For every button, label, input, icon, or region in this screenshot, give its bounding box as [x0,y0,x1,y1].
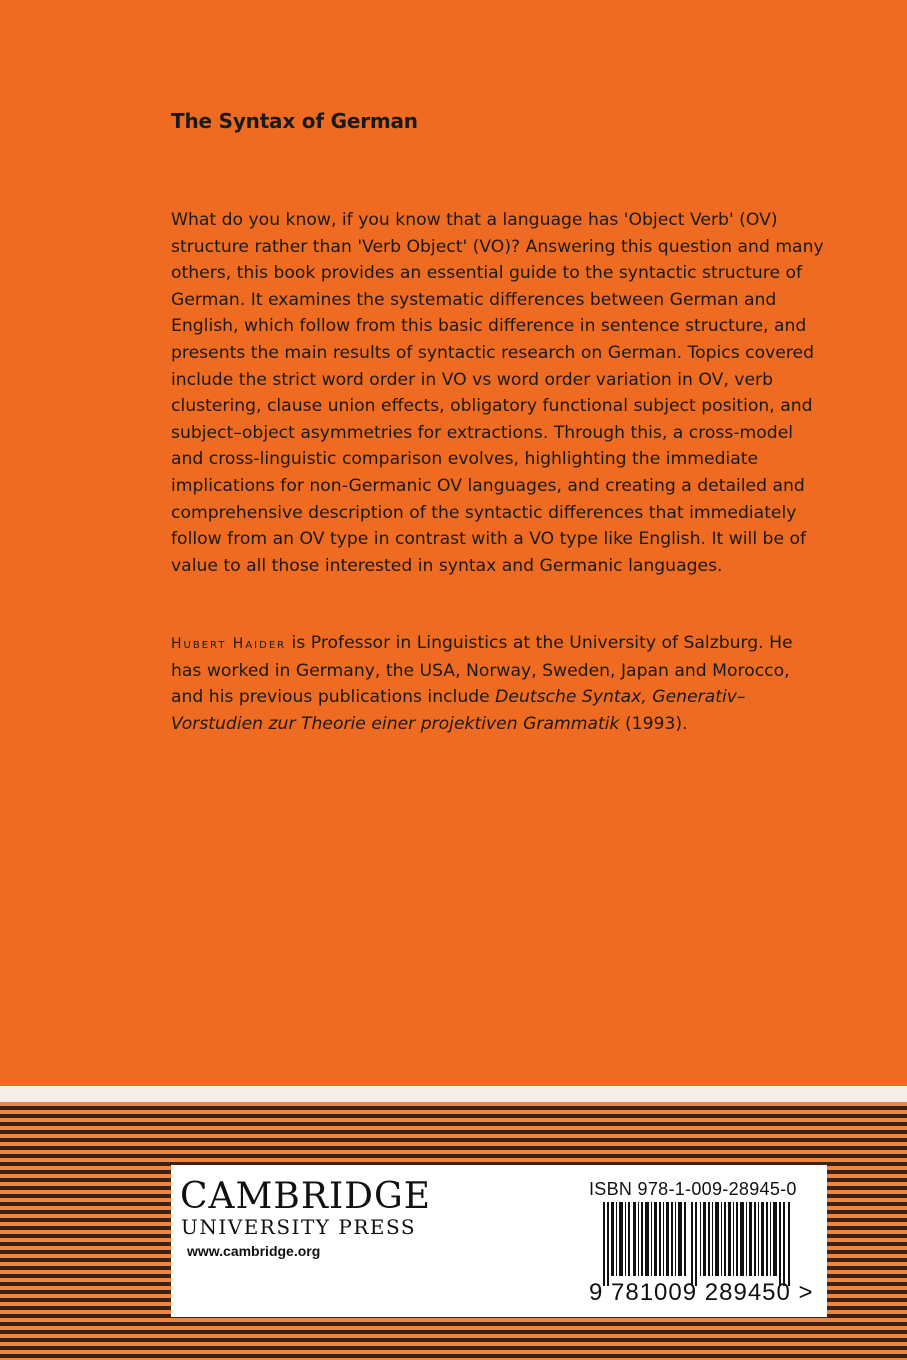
author-previous-year: (1993). [619,713,688,734]
author-bio-text: is Professor in Linguistics at the University of Salzburg. He has worked in Germany, the USA, Norway, Sweden, Japan and Morocco, and his previous publications include [171,633,793,708]
publisher-url: www.cambridge.org [187,1243,321,1259]
author-bio [171,630,826,737]
author-name: Hubert Haider [171,636,287,652]
divider-band [0,1086,907,1102]
book-blurb: What do you know, if you know that a language has 'Object Verb' (OV) structure rather than 'Verb Object' (VO)? Answering this question and many others, this book provides an essential guide to the syntactic structure of German. It examines the systematic differences between German and English, which follow from this basic difference in sentence structure, and presents the main results of syntactic research on German. Topics covered include the strict word order in VO vs word order variation in OV, verb clustering, clause union effects, obligatory functional subject position, and subject–object asymmetries for extractions. Through this, a cross-model and cross-linguistic comparison evolves, highlighting the immediate implications for non-Germanic OV languages, and creating a detailed and comprehensive description of the syntactic differences that immediately follow from an OV type in contrast with a VO type like English. It will be of value to all those interested in syntax and Germanic languages. [171,210,824,576]
author-previous-work: Deutsche Syntax, Generativ–Vorstudien zur Theorie einer projektiven Grammatik [171,687,746,734]
publisher-label [171,1165,827,1317]
barcode-icon [603,1202,793,1286]
isbn-label: ISBN 978-1-009-28945-0 [589,1179,797,1199]
publisher-logo: CAMBRIDGE [180,1176,432,1217]
book-title: The Syntax of German [171,109,418,133]
publisher-subtitle: UNIVERSITY PRESS [181,1215,417,1239]
barcode-digits: 9 781009 289450 > [589,1279,814,1306]
